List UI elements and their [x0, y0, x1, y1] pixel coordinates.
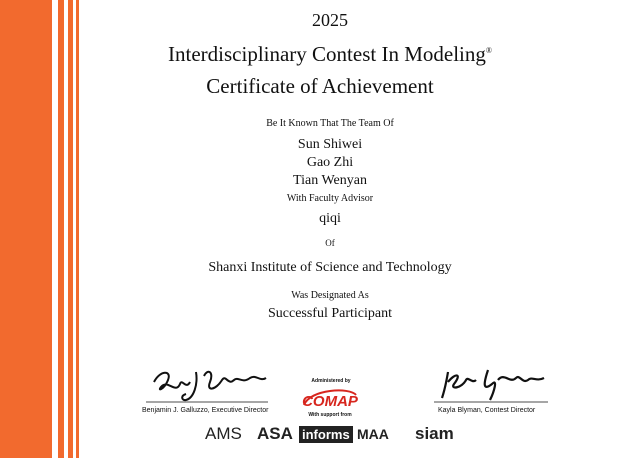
stripe-2: [58, 0, 64, 458]
contest-title-text: Interdisciplinary Contest In Modeling: [168, 42, 486, 66]
team-member: Tian Wenyan: [293, 173, 367, 188]
team-member: Gao Zhi: [306, 155, 354, 170]
stripe-wide: [0, 0, 52, 458]
intro-text: Be It Known That The Team Of: [266, 118, 394, 129]
comap-logo-text: COMAP: [302, 393, 358, 410]
signatory-right-name: Kayla Blyman, Contest Director: [438, 407, 536, 414]
sponsor-logo-maa: MAA: [357, 426, 389, 442]
sponsor-logo-informs: informs: [299, 426, 353, 443]
of-label: Of: [325, 238, 335, 248]
signature-left: [142, 364, 272, 406]
sponsor-logo-asa: ASA: [257, 424, 293, 443]
support-label: With support from: [308, 412, 352, 418]
contest-title: [80, 42, 580, 67]
designated-label: Was Designated As: [291, 290, 369, 301]
decorative-stripes: [0, 0, 80, 458]
institution-name: Shanxi Institute of Science and Technology: [208, 260, 452, 275]
certificate-title: Certificate of Achievement: [206, 74, 434, 98]
registered-mark: ®: [485, 46, 492, 55]
stripe-4: [76, 0, 79, 458]
sponsor-logo-siam: siam: [415, 424, 454, 443]
team-member: Sun Shiwei: [297, 137, 363, 152]
signature-right: [432, 362, 552, 406]
sponsor-logo-ams: AMS: [205, 424, 242, 443]
administered-by-label: Administered by: [311, 378, 351, 384]
sponsor-logos: [205, 424, 475, 446]
award-title: Successful Participant: [267, 306, 393, 321]
contest-year: 2025: [312, 10, 348, 30]
advisor-label: With Faculty Advisor: [286, 193, 374, 204]
stripe-3: [68, 0, 73, 458]
advisor-name: qiqi: [319, 211, 341, 226]
signatory-left-name: Benjamin J. Galluzzo, Executive Director: [142, 407, 269, 414]
